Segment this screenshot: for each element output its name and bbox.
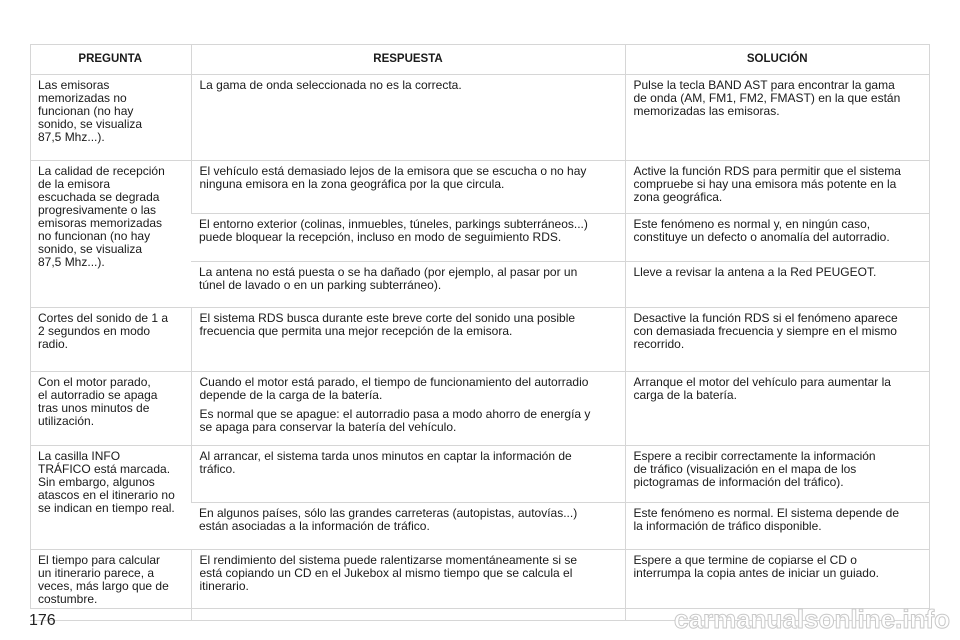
watermark-text: carmanualsonline.info: [674, 604, 950, 634]
answer-cell: Cuando el motor está parado, el tiempo de funcionamiento del autorradio depende de la carga de la batería. Es normal que se apague: el autorradio pasa a modo ahorro de energía y se apaga para conservar la batería del vehículo.: [191, 372, 625, 446]
answer-cell: La antena no está puesta o se ha dañado (por ejemplo, al pasar por un túnel de lavado o en un parking subterráneo).: [191, 262, 625, 308]
question-cell: La calidad de recepción de la emisora escuchada se degrada progresivamente o las emisoras memorizadas no funcionan (no hay sonido, se visualiza 87,5 Mhz...).: [30, 161, 191, 308]
solution-cell: Este fenómeno es normal. El sistema depende de la información de tráfico disponible.: [625, 503, 929, 550]
answer-cell: El vehículo está demasiado lejos de la emisora que se escucha o no hay ninguna emisora en la zona geográfica por la que circula.: [191, 161, 625, 214]
solution-cell: Pulse la tecla BAND AST para encontrar la gama de onda (AM, FM1, FM2, FMAST) en la que están memorizadas las emisoras.: [625, 75, 929, 161]
troubleshooting-table: [30, 44, 929, 621]
watermark: [652, 602, 952, 636]
answer-cell: Al arrancar, el sistema tarda unos minutos en captar la información de tráfico.: [191, 446, 625, 503]
header-row: [30, 44, 929, 75]
solution-cell: Este fenómeno es normal y, en ningún caso, constituye un defecto o anomalía del autorradio.: [625, 214, 929, 262]
question-cell: El tiempo para calcular un itinerario parece, a veces, más largo que de costumbre.: [30, 550, 191, 621]
solution-cell: Active la función RDS para permitir que el sistema compruebe si hay una emisora más potente en la zona geográfica.: [625, 161, 929, 214]
table-row: [30, 446, 929, 503]
table-row: [30, 372, 929, 446]
question-cell: Cortes del sonido de 1 a 2 segundos en modo radio.: [30, 308, 191, 372]
header-solution: SOLUCIÓN: [625, 44, 929, 75]
answer-cell: En algunos países, sólo las grandes carreteras (autopistas, autovías...) están asociadas a la información de tráfico.: [191, 503, 625, 550]
table-row: [30, 161, 929, 214]
page-number: 176: [29, 612, 56, 629]
question-cell: Con el motor parado, el autorradio se apaga tras unos minutos de utilización.: [30, 372, 191, 446]
solution-cell: Arranque el motor del vehículo para aumentar la carga de la batería.: [625, 372, 929, 446]
header-answer: RESPUESTA: [191, 44, 625, 75]
solution-cell: Espere a que termine de copiarse el CD o interrumpa la copia antes de iniciar un guiado.: [625, 550, 929, 621]
question-cell: Las emisoras memorizadas no funcionan (no hay sonido, se visualiza 87,5 Mhz...).: [30, 75, 191, 161]
solution-cell: Espere a recibir correctamente la información de tráfico (visualización en el mapa de los pictogramas de información del tráfico).: [625, 446, 929, 503]
question-cell: La casilla INFO TRÁFICO está marcada. Sin embargo, algunos atascos en el itinerario no se indican en tiempo real.: [30, 446, 191, 550]
answer-cell: El sistema RDS busca durante este breve corte del sonido una posible frecuencia que permita una mejor recepción de la emisora.: [191, 308, 625, 372]
table-row: [30, 308, 929, 372]
solution-cell: Desactive la función RDS si el fenómeno aparece con demasiada frecuencia y siempre en el mismo recorrido.: [625, 308, 929, 372]
header-question: PREGUNTA: [30, 44, 191, 75]
answer-cell: El rendimiento del sistema puede ralentizarse momentáneamente si se está copiando un CD en el Jukebox al mismo tiempo que se calcula el itinerario.: [191, 550, 625, 621]
answer-cell: La gama de onda seleccionada no es la correcta.: [191, 75, 625, 161]
solution-cell: Lleve a revisar la antena a la Red PEUGEOT.: [625, 262, 929, 308]
table-row: [30, 75, 929, 161]
answer-cell: El entorno exterior (colinas, inmuebles, túneles, parkings subterráneos...) puede bloquear la recepción, incluso en modo de seguimiento RDS.: [191, 214, 625, 262]
